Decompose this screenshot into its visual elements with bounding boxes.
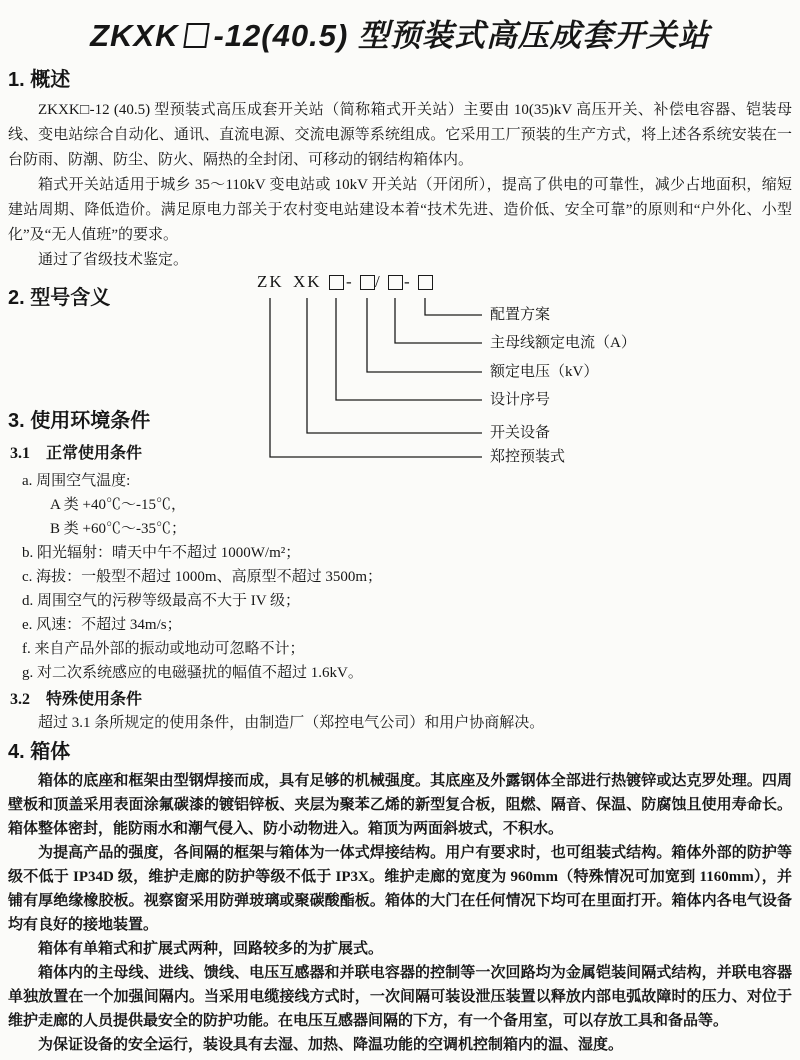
paragraph: ZKXK□-12 (40.5) 型预装式高压成套开关站（简称箱式开关站）主要由 10(35)kV 高压开关、补偿电容器、铠装母线、变电站综合自动化、通讯、直流电源、交流电源等系统组成。它采用工厂预装的生产方式，将上述各系统安装在一台防雨、防潮、防尘、防火、隔热的全封闭、可移动的钢结构箱体内。 xyxy=(8,102,792,168)
list-item: d. 周围空气的污秽等级最高不大于 IV 级； xyxy=(22,593,301,609)
model-code-zk: ZK xyxy=(257,272,284,291)
paragraph: 箱体的底座和框架由型钢焊接而成，具有足够的机械强度。其底座及外露钢体全部进行热镀锌或达克罗处理。四周壁板和顶盖采用表面涂氟碳漆的镀铝锌板、夹层为聚苯乙烯的新型复合板，阻燃、隔音、保温、防腐蚀且使用寿命长。箱体整体密封，能防雨水和潮气侵入、防小动物进入。箱顶为两面斜坡式，不积水。 xyxy=(8,773,792,837)
section-overview xyxy=(8,69,792,273)
model-label: 郑控预装式 xyxy=(490,449,566,465)
model-label: 配置方案 xyxy=(490,307,551,323)
list-item: f. 来自产品外部的振动或地动可忽略不计； xyxy=(22,641,305,657)
paragraph: 为保证设备的安全运行，装设具有去湿、加热、降温功能的空调机控制箱内的温、湿度。 xyxy=(38,1037,624,1053)
paragraph: 超过 3.1 条所规定的使用条件，由制造厂（郑控电气公司）和用户协商解决。 xyxy=(38,715,545,731)
model-dash: - xyxy=(346,272,354,291)
connector-line-config xyxy=(425,298,482,315)
list-item: b. 阳光辐射：晴天中午不超过 1000W/m²； xyxy=(22,545,301,561)
section-2-heading: 2. 型号含义 xyxy=(8,287,111,309)
condition-list xyxy=(8,469,792,685)
list-item: e. 风速：不超过 34m/s； xyxy=(22,617,182,633)
section-1-heading: 1. 概述 xyxy=(8,69,71,91)
subsection-3-2-heading: 3.2 特殊使用条件 xyxy=(10,691,143,708)
list-item: B 类 +60℃～-35℃； xyxy=(50,521,186,537)
section-4-heading: 4. 箱体 xyxy=(8,741,71,763)
placeholder-box-glyph xyxy=(184,23,211,48)
paragraph: 通过了省级技术鉴定。 xyxy=(38,252,189,268)
list-item: c. 海拔：一般型不超过 1000m、高原型不超过 3500m； xyxy=(22,569,382,585)
paragraph: 箱式开关站适用于城乡 35～110kV 变电站或 10kV 开关站（开闭所），提高了供电的可靠性，减少占地面积，缩短建站周期、降低造价。满足原电力部关于农村变电站建设本着“技术先进、造价低、安全可靠”的原则和“户外化、小型化”及“无人值班”的要求。 xyxy=(8,177,792,243)
model-label: 设计序号 xyxy=(490,392,551,408)
model-label: 额定电压（kV） xyxy=(490,364,599,380)
model-dash: - xyxy=(404,272,412,291)
page-title-suffix: -12(40.5) 型预装式高压成套开关站 xyxy=(213,18,710,53)
section-enclosure xyxy=(8,741,792,1057)
page-title-prefix: ZKXK xyxy=(90,18,179,53)
connector-line-design xyxy=(336,298,482,400)
list-item: g. 对二次系统感应的电磁骚扰的幅值不超过 1.6kV。 xyxy=(22,665,363,681)
page-title xyxy=(8,10,792,55)
model-code-xk: XK xyxy=(293,272,322,291)
list-item: A 类 +40℃～-15℃， xyxy=(50,497,186,513)
model-label: 开关设备 xyxy=(490,425,551,441)
section-3-heading: 3. 使用环境条件 xyxy=(8,410,151,432)
paragraph: 为提高产品的强度，各间隔的框架与箱体为一体式焊接结构。用户有要求时，也可组装式结构。箱体外部的防护等级不低于 IP34D 级，维护走廊的防护等级不低于 IP3X。维护走廊的宽度为 960mm（特殊情况可加宽到 1160mm），并铺有厚绝缘橡胶板。视察窗采用防弹玻璃或聚碳酸酯板。箱体的大门在任何情况下均可在里面打开。箱体内各电气设备均有良好的接地装置。 xyxy=(8,845,792,933)
list-item: a. 周围空气温度: xyxy=(22,473,131,489)
subsection-3-1-heading: 3.1 正常使用条件 xyxy=(10,445,143,462)
model-slash: / xyxy=(375,272,382,291)
model-designation-diagram xyxy=(250,272,720,477)
model-label: 主母线额定电流（A） xyxy=(490,335,636,351)
diagram-connector-lines xyxy=(250,272,720,477)
connector-line-current xyxy=(395,298,482,343)
paragraph: 箱体内的主母线、进线、馈线、电压互感器和并联电容器的控制等一次回路均为金属铠装间隔式结构，并联电容器单独放置在一个加强间隔内。当采用电缆接线方式时，一次间隔可装设泄压装置以释放内部电弧故障时的压力、对位于维护走廊的人员提供最安全的防护功能。在电压互感器间隔的下方，有一个备用室，可以存放工具和备品等。 xyxy=(8,965,792,1029)
paragraph: 箱体有单箱式和扩展式两种，回路较多的为扩展式。 xyxy=(38,941,384,957)
